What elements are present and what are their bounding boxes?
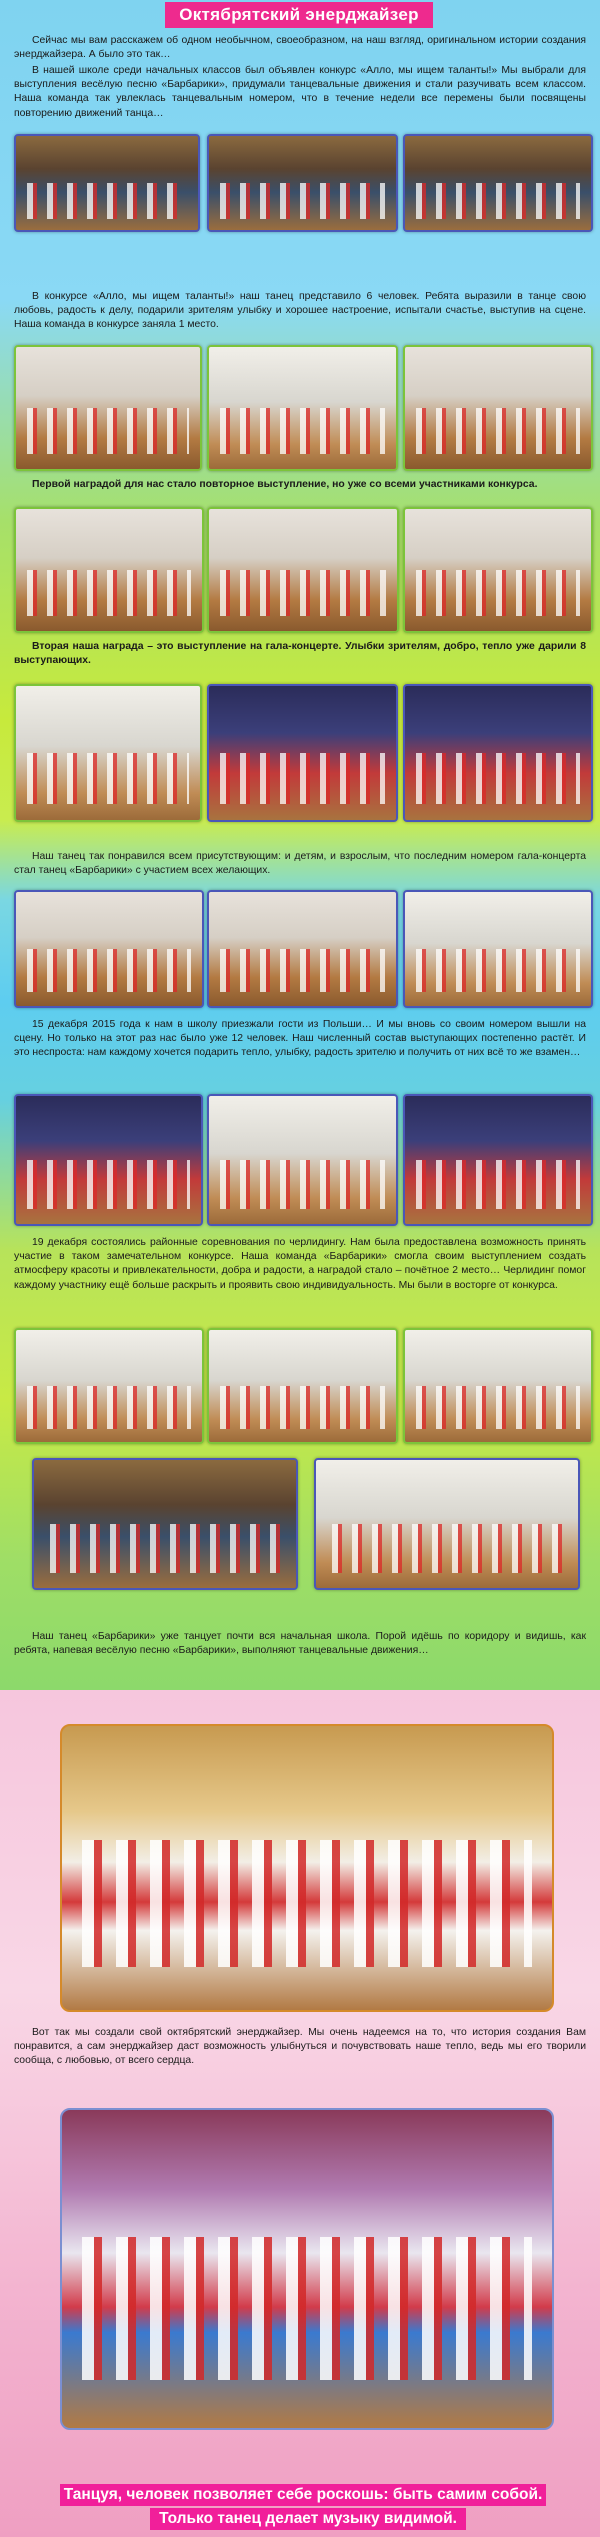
photo-final-group [60,2108,554,2430]
guests-paragraph: 15 декабря 2015 года к нам в школу приезжали гости из Польши… И мы вновь со своим номером вышли на сцену. Но только на этот раз нас было уже 12 человек. Наш численный состав выступающих постепенно растёт. И это неспроста: нам каждому хочется подарить тепло, улыбку, радость зрителю и получить от них всё то же взамен… [14,1019,586,1059]
whole-school-paragraph: Наш танец «Барбарики» уже танцует почти вся начальная школа. Порой идёшь по коридору и видишь, как ребята, напевая весёлую песню «Барбарики», выполняют танцевальные движения… [14,1631,586,1657]
contest-paragraph: В нашей школе среди начальных классов был объявлен конкурс «Алло, мы ищем таланты!» Мы выбрали для выступления весёлую песню «Барбарики», придумали танцевальные движения и стали разучивать всем классом. Наша команда так увлеклась танцевальным номером, что в течение недели все перемены были посвящены повторению движений танца… [14,65,586,119]
gala-finale-paragraph: Наш танец так понравился всем присутствующим: и детям, и взрослым, что последним номером гала-концерта стал танец «Барбарики» с участием всех желающих. [14,851,586,877]
photo-cheer-team [60,1724,554,2012]
photo-finale-2 [207,890,398,1008]
photo-cheer-5 [314,1458,580,1590]
quote-line-2: Только танец делает музыку видимой. [150,2508,466,2530]
photo-gala-3 [403,684,593,822]
talent-contest-paragraph: В конкурсе «Алло, мы ищем таланты!» наш танец представило 6 человек. Ребята выразили в танце свою любовь, радость к делу, подарили зрителям улыбку и хорошее настроение, испытали счастье, выступив на сцене. Наша команда в конкурсе заняла 1 место. [14,291,586,331]
photo-cheer-2 [207,1328,398,1444]
photo-gala-2 [207,684,398,822]
photo-repeat-1 [14,507,204,633]
quote-line-1: Танцуя, человек позволяет себе роскошь: быть самим собой. [60,2484,546,2506]
photo-rehearsal-2 [207,134,398,232]
cheerleading-paragraph: 19 декабря состоялись районные соревнования по черлидингу. Нам была предоставлена возможность принять участие в таком замечательном конкурсе. Наша команда «Барбарики» смогла своим выступлением создать атмосферу красоты и привлекательности, добра и радости, а наградой стало – почётное 2 место… Черлидинг помог каждому участнику ещё больше раскрыть и проявить свою индивидуальность. Мы были в восторге от конкурса. [14,1237,586,1291]
first-award-paragraph: Первой наградой для нас стало повторное выступление, но уже со всеми участниками конкурса. [32,479,538,490]
photo-guests-3 [403,1094,593,1226]
photo-contest-1 [14,345,202,471]
photo-gala-1 [14,684,202,822]
conclusion-paragraph: Вот так мы создали свой октябрятский энерджайзер. Мы очень надеемся на то, что история создания Вам понравится, а сам энерджайзер даст возможность улыбнуться и почувствовать наше тепло, ведь мы его творили сообща, с любовью, от всего сердца. [14,2027,586,2067]
photo-cheer-1 [14,1328,204,1444]
page-title: Октябрятский энерджайзер [165,2,433,28]
photo-contest-2 [207,345,398,471]
photo-repeat-2 [207,507,399,633]
photo-repeat-3 [403,507,593,633]
photo-guests-2 [207,1094,398,1226]
photo-finale-1 [14,890,204,1008]
photo-rehearsal-3 [403,134,593,232]
photo-contest-3 [403,345,593,471]
photo-guests-1 [14,1094,203,1226]
photo-finale-3 [403,890,593,1008]
intro-paragraph: Сейчас мы вам расскажем об одном необычном, своеобразном, на наш взгляд, оригинальном истории создания энерджайзера. А было это так… [14,35,586,61]
photo-cheer-4 [32,1458,298,1590]
photo-rehearsal-1 [14,134,200,232]
second-award-paragraph: Вторая наша награда – это выступление на гала-концерте. Улыбки зрителям, добро, тепло уже дарили 8 выступающих. [14,641,586,667]
photo-cheer-3 [403,1328,593,1444]
